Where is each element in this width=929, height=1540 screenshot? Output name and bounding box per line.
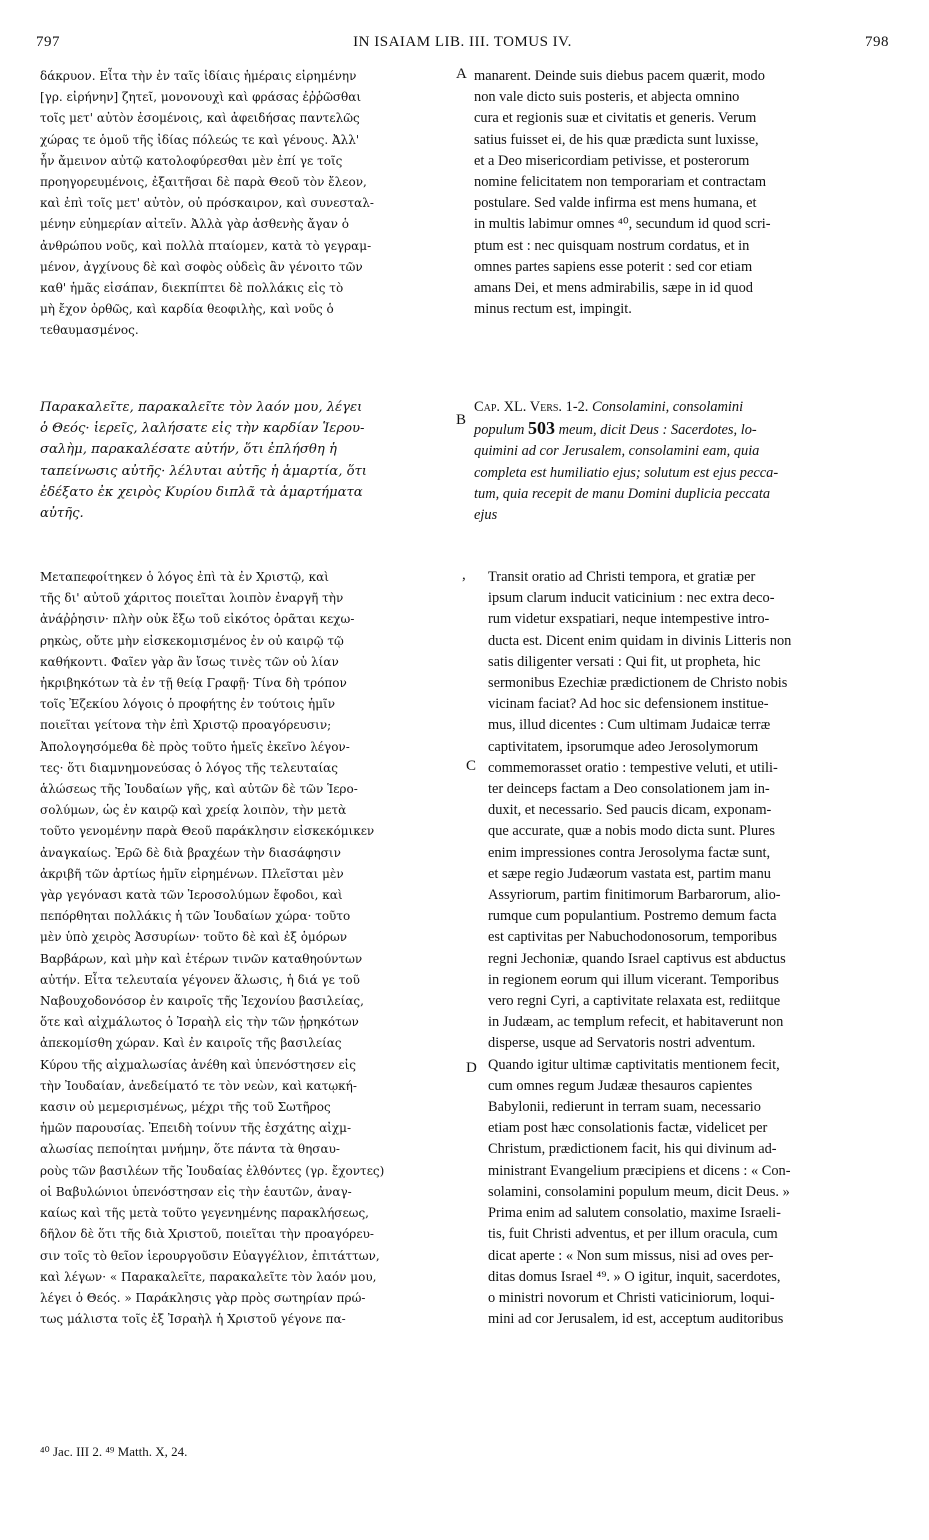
text-line: non vale dicto suis posteris, et abjecta omnino [474, 89, 740, 106]
text-line: πεπόρθηται πολλάκις ἡ τῶν Ἰουδαίων χώρα· τοῦτο [40, 909, 351, 924]
text-line: Christum, prædictionem facit, his qui divinum ad- [488, 1141, 777, 1158]
latin-verse-line-1 [474, 397, 892, 418]
text-line: Prima enim ad salutem consolatio, maxime Israeli- [488, 1205, 781, 1222]
text-line: δῆλον δὲ ὅτι τῆς διὰ Χριστοῦ, ποιεῖται τὴν προαγόρευ- [40, 1227, 374, 1242]
text-line: disperse, usque ad Servatoris nostri adventum. [488, 1035, 756, 1052]
text-line: λέγει ὁ Θεός. » Παράκλησις γὰρ πρὸς σωτηρίαν πρώ- [40, 1290, 366, 1305]
text-line: ἀπεκομίσθη χώραν. Καὶ ἐν καιροῖς τῆς βασιλείας [40, 1036, 342, 1051]
text-line: καθήκοντι. Φαῖεν γὰρ ἂν ἴσως τινὲς τῶν οὐ λίαν [40, 654, 339, 669]
running-header [36, 34, 889, 58]
text-line: Transit oratio ad Christi tempora, et gratiæ per [488, 569, 756, 585]
latin-verse-lines [474, 441, 892, 526]
text-line: ἡμῶν παρουσίας. Ἐπειδὴ τοίνυν τῆς ἐσχάτης αἰχμ- [40, 1121, 352, 1136]
text-line: ἐδέξατο ἐκ χειρὸς Κυρίου διπλᾶ τὰ ἁμαρτήματα [40, 484, 363, 500]
text-line: est captivitas per Nabuchodonosorum, temporibus [488, 929, 777, 946]
text-line: Ναβουχοδονόσορ ἐν καιροῖς τῆς Ἰεχονίου βασιλείας, [40, 994, 364, 1009]
chapter-verse-label: Cap. XL. Vers. 1-2. [474, 399, 589, 415]
text-line: solamini, consolamini populum meum, dicit Deus. » [488, 1183, 790, 1200]
text-line: et a Deo misericordiam petivisse, et posterorum [474, 152, 750, 169]
text-line: μὲν ὑπὸ χειρὸς Ἀσσυρίων· τοῦτο δὲ καὶ ἐξ ὁμόρων [40, 930, 348, 945]
text-line: αὐτῆς. [40, 506, 84, 522]
text-line: Βαρβάρων, καὶ μὴν καὶ ἑτέρων τινῶν καταθηούντων [40, 951, 363, 966]
text-line: μὴ ἔχον ὀρθῶς, καὶ καρδία θεοφιλὴς, καὶ νοῦς ὁ [40, 302, 334, 317]
text-line: δάκρυον. Εἶτα τὴν ἐν ταῖς ἰδίαις ἡμέραις εἰρημένην [40, 69, 357, 83]
page-number-left: 797 [36, 34, 60, 50]
text-line: manarent. Deinde suis diebus pacem quærit, modo [474, 68, 765, 84]
latin-verse-text: meum, dicit Deus : Sacerdotes, lo- [558, 422, 757, 439]
text-line: ministrant Evangelium præcipiens et dicens : « Con- [488, 1162, 791, 1179]
text-line: ptum est : nec quisquam nostrum cordatus, et in [474, 237, 750, 254]
text-line: τῆς δι' αὐτοῦ χάριτος ποιεῖται λοιπὸν ἐναργῆ τὴν [40, 591, 344, 606]
text-line: sermonibus Ezechiæ prædictionem de Christo nobis [488, 675, 788, 692]
text-line: ἀκριβῆ τῶν ἀρτίως ἡμῖν εἰρημένων. Πλεῖσται μὲν [40, 866, 344, 881]
text-line: que accurate, quæ a nobis modo dicta sunt. Plures [488, 823, 775, 840]
text-line: mus, illud dicentes : Cum ultimam Judaicæ terræ [488, 717, 771, 734]
greek-verse-block [40, 397, 454, 524]
text-line: Κύρου τῆς αἰχμαλωσίας ἀνέθη καὶ ὑπενόστησεν εἰς [40, 1057, 356, 1072]
latin-verse-text: populum [474, 422, 525, 439]
text-line: tum, quia recepit de manu Domini duplicia peccata [474, 485, 771, 502]
text-line: duxit, et necessario. Sed paucis dicam, exponam- [488, 802, 772, 819]
text-line: ἁλώσεως τῆς Ἰουδαίων γῆς, καὶ αὐτῶν δὲ τῶν Ἱερο- [40, 782, 358, 797]
text-line: postulare. Sed valde infirma est mens humana, et [474, 195, 757, 212]
text-line: ter deinceps factam a Deo consolationem jam in- [488, 781, 770, 798]
text-line: enim impressiones contra Jerosolyma factæ sunt, [488, 844, 771, 861]
text-line: Assyriorum, partim finitimorum Barbarorum, alio- [488, 887, 781, 904]
running-title: IN ISAIAM LIB. III. TOMUS IV. [353, 34, 572, 50]
text-line: ὅτε καὶ αἰχμάλωτος ὁ Ἰσραὴλ εἰς τὴν τῶν ᾑρηκότων [40, 1015, 359, 1030]
text-line: cura et regionis suæ et civitatis et generis. Verum [474, 110, 757, 127]
footnote: ⁴⁰ Jac. III 2. ⁴⁹ Matth. X, 24. [40, 1444, 188, 1459]
text-line: amans Dei, et mens admirabilis, sæpe in id quod [474, 280, 753, 297]
text-line: ροὺς τῶν βασιλέων τῆς Ἰουδαίας ἐλθόντες (γρ. ἔχοντες) [40, 1163, 385, 1178]
text-line: completa est humiliatio ejus; solutum est ejus pecca- [474, 464, 779, 481]
column-number: 503 [527, 418, 555, 439]
text-line: ρηκὼς, οὔτε μὴν εἰσκεκομισμένος ἐν οὐ καιρῷ τῷ [40, 633, 344, 648]
margin-marker-a: A [456, 66, 467, 82]
text-line: ταπείνωσις αὐτῆς· λέλυται αὐτῆς ἡ ἁμαρτία, ὅτι [40, 463, 367, 479]
text-line: satius fuisset ei, de his quæ prædicta sunt luxisse, [474, 131, 759, 148]
text-line: τοῖς Ἐζεκίου λόγοις ὁ προφήτης ἐν τούτοις ἡμῖν [40, 697, 336, 712]
text-line: μένον, ἀγχίνους δὲ καὶ σοφὸς οὐδεὶς ἂν γένοιτο τῶν [40, 259, 363, 274]
text-line: γὰρ γεγόνασι κατὰ τῶν Ἱεροσολύμων ἔφοδοι, καὶ [40, 888, 343, 903]
text-line: σιν τοῖς τὸ θεῖον ἱερουργοῦσιν Εὐαγγέλιον, ἐπιτάττων, [40, 1248, 380, 1263]
text-line: Παρακαλεῖτε, παρακαλεῖτε τὸν λαόν μου, λέγει [40, 400, 363, 415]
text-line: regni Jechoniæ, quando Israel captivus est abductus [488, 950, 786, 967]
margin-marker-dot: , [462, 567, 466, 583]
text-line: etiam post hæc consolationis factæ, videlicet per [488, 1120, 768, 1137]
text-line: ducta est. Dicent enim quidam in divinis Litteris non [488, 632, 792, 649]
text-line: mini ad cor Jerusalem, id est, acceptum auditoribus [488, 1311, 784, 1328]
greek-column-main [40, 567, 454, 1330]
latin-column-main [488, 567, 892, 1330]
text-line: o ministri novorum et Christi vaticiniorum, loqui- [488, 1289, 775, 1306]
text-line: μένην εὐημερίαν αἰτεῖν. Ἀλλὰ γὰρ ἀσθενὴς ἄγαν ὁ [40, 217, 349, 232]
latin-verse-block [474, 397, 892, 526]
latin-verse-line-2 [474, 418, 892, 441]
text-line: omnes partes sapiens esse poterit : sed cor etiam [474, 258, 753, 275]
text-line: [γρ. εἰρήνην] ζητεῖ, μονονουχὶ καὶ φράσας ἐῤῥῶσθαι [40, 90, 362, 105]
text-line: τοῦτο γενομένην παρὰ Θεοῦ παράκλησιν εἰσκεκόμικεν [40, 824, 375, 839]
text-line: ditas domus Israel ⁴⁹. » O igitur, inquit, sacerdotes, [488, 1268, 781, 1285]
text-line: Babylonii, redierunt in terram suam, necessario [488, 1099, 761, 1116]
text-line: cum omnes regum Judææ thesauros capientes [488, 1077, 753, 1094]
latin-column-top [474, 66, 892, 320]
margin-marker-c: C [466, 758, 477, 774]
text-line: dicat aperte : « Non sum missus, nisi ad oves per- [488, 1247, 774, 1264]
text-line: χώρας τε ὁμοῦ τῆς ἰδίας πόλεώς τε καὶ γένους. Ἀλλ' [40, 132, 360, 147]
text-line: αὐτήν. Εἶτα τελευταία γέγονεν ἅλωσις, ἡ διά γε τοῦ [40, 972, 360, 987]
text-line: σολύμων, ὡς ἐν καιρῷ καὶ χρείᾳ λοιπὸν, τὴν μετὰ [40, 803, 347, 818]
text-line: captivitatem, ipsorumque adeo Jerosolymorum [488, 738, 759, 755]
text-line: vicinam faciat? Ad hoc sic defensionem institue- [488, 696, 769, 713]
text-line: ἀναγκαίως. Ἐρῶ δὲ διὰ βραχέων τὴν διασάφησιν [40, 845, 341, 860]
text-line: οἱ Βαβυλώνιοι ὑπενόστησαν εἰς τὴν ἑαυτῶν, ἀναγ- [40, 1184, 352, 1199]
page-number-right: 798 [865, 34, 889, 50]
text-line: ἦν ἄμεινον αὐτῷ κατολοφύρεσθαι μὲν ἐπί γε τοῖς [40, 153, 343, 168]
text-line: ejus [474, 507, 498, 524]
text-line: αλωσίας πεποίηται μνήμην, ὅτε πάντα τὰ θησαυ- [40, 1142, 340, 1157]
latin-verse-text: Consolamini, consolamini [592, 399, 744, 415]
text-line: in regionem eorum qui illum vicerant. Temporibus [488, 971, 779, 988]
text-line: τοῖς μετ' αὐτὸν ἐσομένοις, καὶ ἀφειδήσας παντελῶς [40, 111, 360, 126]
text-line: quimini ad cor Jerusalem, consolamini eam, quia [474, 443, 760, 460]
text-line: in multis labimur omnes ⁴⁰, secundum id quod scri- [474, 216, 771, 233]
text-line: vero regni Cyri, a captivitate relaxata est, rediitque [488, 993, 781, 1010]
text-line: καὶ λέγων· « Παρακαλεῖτε, παρακαλεῖτε τὸν λαόν μου, [40, 1269, 377, 1284]
text-line: καθ' ἡμᾶς εἰσάπαν, διεκπίπτει δὲ πολλάκις εἰς τὸ [40, 281, 344, 296]
margin-marker-b: B [456, 412, 467, 428]
text-line: τεθαυμασμένος. [40, 323, 139, 338]
text-line: ipsum clarum inducit vaticinium : nec extra deco- [488, 590, 775, 607]
margin-marker-d: D [466, 1060, 477, 1076]
text-line: et sæpe regio Judæorum vastata est, partim manu [488, 865, 771, 882]
text-line: ὁ Θεός· ἱερεῖς, λαλήσατε εἰς τὴν καρδίαν Ἱερου- [40, 421, 365, 437]
text-line: tis, fuit Christi adventus, et per illum oracula, cum [488, 1226, 778, 1243]
text-line: satis diligenter versati : Qui fit, ut propheta, hic [488, 653, 761, 670]
text-line: ἠκριβηκότων τὰ ἐν τῇ θείᾳ Γραφῇ· Τίνα δὴ τρόπον [40, 676, 347, 691]
text-line: ἀνθρώπου νοῦς, καὶ πολλὰ πταίομεν, κατὰ τὸ γεγραμ- [40, 238, 372, 253]
text-line: Quando igitur ultimæ captivitatis mentionem fecit, [488, 1056, 780, 1073]
text-line: in Judæam, ac templum refecit, et habitaverunt non [488, 1014, 784, 1031]
text-line: τὴν Ἰουδαίαν, ἀνεδείματό τε τὸν νεὼν, καὶ κατῳκή- [40, 1078, 357, 1093]
text-line: καὶ ἐπὶ τοῖς μετ' αὐτὸν, οὐ πρόσκαιρον, καὶ συνεσταλ- [40, 196, 374, 211]
text-line: ἀνάῤῥησιν· πλὴν οὐκ ἔξω τοῦ εἰκότος ὁρᾶται κεχω- [40, 612, 355, 627]
greek-column-top [40, 66, 454, 342]
text-line: προηγορευμένοις, ἐξαιτῆσαι δὲ παρὰ Θεοῦ τὸν ἔλεον, [40, 175, 367, 190]
text-line: Μεταπεφοίτηκεν ὁ λόγος ἐπὶ τὰ ἐν Χριστῷ, καὶ [40, 570, 329, 584]
text-line: σαλὴμ, παρακαλέσατε αὐτήν, ὅτι ἐπλήσθη ἡ [40, 442, 337, 458]
text-line: rumque cum populantium. Postremo demum facta [488, 908, 777, 925]
text-line: Ἀπολογησόμεθα δὲ πρὸς τοῦτο ἡμεῖς ἐκεῖνο λέγον- [40, 739, 350, 754]
text-line: rum videtur exspatiari, neque intempestive intro- [488, 611, 770, 628]
text-line: nomine felicitatem non temporariam et contractam [474, 174, 767, 191]
text-line: ποιεῖται γείτονα τὴν ἐπὶ Χριστῷ προαγόρευσιν; [40, 718, 332, 733]
text-line: τως μάλιστα τοῖς ἐξ Ἰσραὴλ ἡ Χριστοῦ γέγονε πα- [40, 1312, 346, 1327]
text-line: κασιν οὐ μεμερισμένως, μέχρι τῆς τοῦ Σωτῆρος [40, 1100, 331, 1115]
text-line: τες· ὅτι διαμνημονεύσας ὁ λόγος τῆς τελευταίας [40, 760, 338, 775]
text-line: commemorasset oratio : tempestive veluti, et utili- [488, 759, 778, 776]
text-line: minus rectum est, impingit. [474, 301, 632, 318]
text-line: καίως καὶ τῆς μετὰ τοῦτο γεγενημένης παρακλήσεως, [40, 1206, 369, 1221]
